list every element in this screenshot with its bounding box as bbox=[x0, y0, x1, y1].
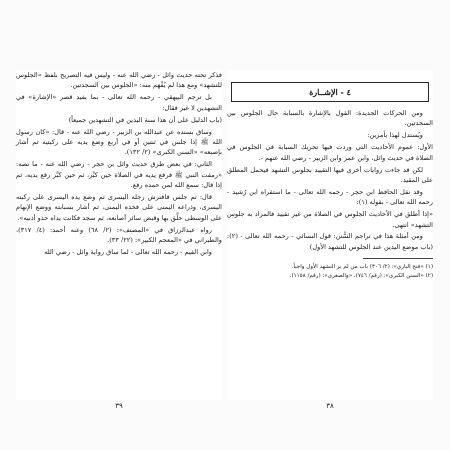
right-paragraph-6: «إذا أطلق في الأحاديث الجلوس في الصلاة من غير تقييد فالمراد به جلوس التشهد» انتهى. bbox=[227, 210, 433, 229]
right-paragraph-5: وقد نقل الحافظ ابن حجر - رحمه الله تعالى - ما استقراه ابن رُشيد - رحمه الله تعالى - بقوله (١): bbox=[227, 187, 433, 207]
left-page bbox=[16, 70, 222, 400]
left-paragraph-5: الثاني: في بعض طرق حديث وائل بن حجر - رضي الله عنه - ما نصه: «رمقت النبي ﷺ فرفع يديه في الصلاة حين كبَّر، ثم حين كبَّر رفع يديه، ثم إذا قال: سمع الله لمن حمده رفع. bbox=[16, 160, 222, 190]
right-paragraph-7: ومن أمثلة هذا في تراجم السُّنن: قول النسائي - رحمه الله تعالى - (٢): (باب موضع اليدين عند الجلوس للتشهد الأول) bbox=[227, 232, 433, 251]
left-paragraph-6: قال: ثم جلس فافترش رجله اليسرى ثم وضع يده اليسرى على ركبته اليسرى، وذراعه اليمنى على فخذه اليمنى، ثم أشار بسبابته ووضع الإبهام على الوسطى حلَّق بها وقبض سائر أصابعه، ثم سجد فكانت يداه حذو أذنيه». bbox=[16, 192, 222, 222]
left-paragraph-2: بل ترجم البيهقي - رحمه الله تعالى - بما يفيد قصر «الإشارة» في التشهدين لا غير فقال: bbox=[16, 93, 222, 112]
right-page bbox=[227, 70, 433, 400]
section-heading bbox=[231, 82, 429, 102]
right-paragraph-2: ويُستدل لهذا بأمرين: bbox=[367, 131, 423, 140]
left-paragraph-1: فذكر تحته حديث وائل - رضي الله عنه - وليس فيه التصريح بلفظ «الجلوس للتشهد» ومع هذا لم يُفْهَم منه: «الجلوس بين السجدتين. bbox=[16, 71, 222, 90]
right-paragraph-1: ومن الحركات الجديدة: القول بالإشارة بالسبابة حال الجلوس بين السجدتين. bbox=[227, 109, 433, 128]
left-paragraph-8: وابن القيم - رحمه الله تعالى - لما ساق رواية وائل - رضي الله bbox=[44, 248, 212, 256]
right-paragraph-4: لكن قد جاءت روايات أخرى فيها التقييد بجلوس التشهد فيحمل المطلق على المقيد. bbox=[227, 165, 433, 184]
left-paragraph-3: (باب الدليل على أن هذا سنة اليدين في التشهدين جميعاً) bbox=[68, 115, 222, 124]
right-paragraph-3: الأول: عموم الأحاديث التي وردت فيها تحريك السبابة في الجلوس في الصلاة في حديث وائل، وابن عمر وابن الزبير - رضي الله عنهم -. bbox=[227, 143, 433, 162]
footnote-1: (١) «فتح الباري»: (٢/ ٣٠٦) باب من لم ير التشهد الأول واجباً. bbox=[291, 264, 433, 271]
section-heading-text: ٤ - الإشــارة bbox=[309, 86, 351, 97]
left-paragraph-4: وساق بسنده عن عبدالله بن الزبير - رضي الله عنه - قال: «كان رسول الله ﷺ إذا جلس في ثنتين أو في أربع وضع يديه على ركبتيه ثم أشار بإصبعه» «السنن الكبرى» (٢/ ١٣٢). bbox=[16, 127, 222, 157]
footnote-divider bbox=[363, 258, 433, 259]
footnote-2: (٢) «السنن الكبرى»: (رقم/ ٧٤٦)، «والصغرى»: (رقم/ ١١٥٨). bbox=[289, 272, 433, 279]
left-paragraph-7: رواه عبدالرزاق في «المصنف»: (٢/ ٦٨) وعنه أحمد: (٤/ ٣١٧)، والطبراني في «المعجم الكبير»: (٢٢/ ٣٣). bbox=[16, 225, 222, 245]
page-number-left: ٣٩ bbox=[115, 402, 123, 410]
page-number-right: ٣٨ bbox=[326, 402, 334, 410]
